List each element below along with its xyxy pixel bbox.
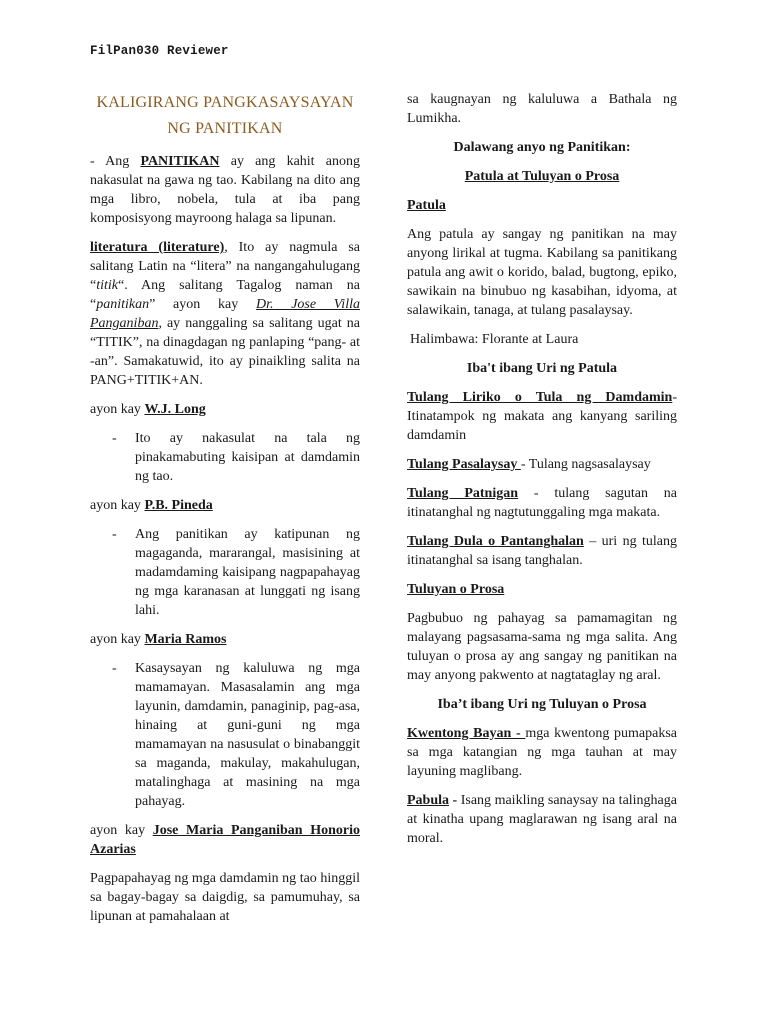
kwentong-term: Kwentong Bayan - <box>407 726 526 741</box>
azarias-name: Jose Maria Panganiban Honorio Azarias <box>90 823 360 857</box>
liriko-item <box>407 388 677 445</box>
title-line-2: NG PANITIKAN <box>167 120 283 137</box>
intro-text: ay ang kahit anong nakasulat na gawa ng tao. Kabilang na dito ang mga libro, nobela, tula at iba pang komposisyong mayroong halaga sa lipunan. <box>90 154 361 226</box>
pineda-name: P.B. Pineda <box>144 498 213 513</box>
pineda-def-text: Ang panitikan ay katipunan ng magaganda, mararangal, masisining at madamdaming kaisipang nagpapahayag ng mga karanasan at lunggati ng isang lahi. <box>135 527 360 618</box>
two-forms-heading: Dalawang anyo ng Panitikan: <box>453 140 631 155</box>
liriko-term: Tulang Liriko o Tula ng Damdamin <box>407 390 673 405</box>
long-name: W.J. Long <box>144 402 206 417</box>
azarias-definition: Pagpapahayag ng mga damdamin ng tao hinggil sa bagay-bagay sa daigdig, sa pamumuhay, sa lipunan at pamahalaan at <box>90 871 360 924</box>
uri-tuluyan-heading: Iba’t ibang Uri ng Tuluyan o Prosa <box>437 697 647 712</box>
two-forms-subheading: Patula at Tuluyan o Prosa <box>464 169 620 184</box>
pineda-label <box>90 496 360 515</box>
pabula-item <box>407 791 677 848</box>
pasalaysay-item <box>407 455 677 474</box>
tuluyan-definition: Pagbubuo ng pahayag sa pamamagitan ng malayang pagsasama-sama ng mga salita. Ang tuluyan o prosa ay ang sangay ng panitikan na may anyong pakwento at nagtataglay ng aral. <box>407 611 677 683</box>
patula-heading: Patula <box>407 198 446 213</box>
ramos-name: Maria Ramos <box>144 632 227 647</box>
pabula-def: Isang maikling sanaysay na talinghaga at kinatha upang maglarawan ng isang aral na moral. <box>407 793 677 846</box>
dula-term: Tulang Dula o Pantanghalan <box>407 534 584 549</box>
tuluyan-heading: Tuluyan o Prosa <box>407 582 505 597</box>
panganiban-name: Dr. Jose Villa Panganiban <box>90 297 360 331</box>
kwentong-bayan-item <box>407 724 677 781</box>
lit-text-b: “. Ang salitang Tagalog naman na “ <box>90 278 360 312</box>
lit-text-c: ” ayon kay <box>149 297 256 312</box>
continued-text: sa kaugnayan ng kaluluwa a Bathala ng Lumikha. <box>407 92 677 126</box>
bullet-dash: - <box>112 431 117 446</box>
panitikan-term: PANITIKAN <box>140 154 220 169</box>
long-label <box>90 400 360 419</box>
lit-text-a: , Ito ay nagmula sa salitang Latin na “litera” na nangangahulugang “ <box>90 240 360 293</box>
titik-word: titik <box>96 278 118 293</box>
bullet-dash: - <box>112 527 117 542</box>
ayon-kay-text: ayon kay <box>90 632 145 647</box>
bullet-dash: - <box>112 661 117 676</box>
liriko-def: - Itinatampok ng makata ang kanyang sariling damdamin <box>407 390 677 443</box>
ramos-label <box>90 630 360 649</box>
pasalaysay-def: - Tulang nagsasalaysay <box>520 457 651 472</box>
lit-text-d: , ay nanggaling sa salitang ugat na “TITIK”, na dinagdagan ng panlaping “pang- at -an”. Samakatuwid, ito ay pinaikling salita na PANG+TITIK+AN. <box>90 316 360 388</box>
literatura-paragraph <box>90 238 360 390</box>
page-header: FilPan030 Reviewer <box>90 44 229 58</box>
ayon-kay-text: ayon kay <box>90 402 145 417</box>
azarias-label <box>90 821 360 859</box>
right-column <box>407 90 677 858</box>
patnigan-item <box>407 484 677 522</box>
panitikan-word: panitikan <box>96 297 150 312</box>
uri-patula-heading: Iba't ibang Uri ng Patula <box>466 361 618 376</box>
document-title <box>90 90 360 142</box>
intro-dash: - Ang <box>90 154 141 169</box>
patula-definition: Ang patula ay sangay ng panitikan na may anyong lirikal at tugma. Kabilang sa panitikang patula ang awit o korido, balad, bugtong, epiko, sawikain na binubuo ng kasabihan, idyoma, at salawikain, tanaga, at tulang pasalaysay. <box>407 227 677 318</box>
ramos-def-text: Kasaysayan ng kaluluwa ng mga mamamayan. Masasalamin ang mga layunin, damdamin, panaginip, pag-asa, hinaing at guni-guni ng mga mamamayan na nasusulat o binabanggit sa maganda, makulay, makahulugan, matalinghaga at masining na mga pahayag. <box>135 661 360 809</box>
dula-def: – uri ng tulang itinatanghal sa isang tanghalan. <box>407 534 677 568</box>
intro-paragraph <box>90 152 360 228</box>
pasalaysay-term: Tulang Pasalaysay <box>407 457 521 472</box>
long-def-text: Ito ay nakasulat na tala ng pinakamabuting kaisipan at damdamin ng tao. <box>135 431 360 484</box>
kwentong-def: mga kwentong pumapaksa sa mga katangian ng mga tauhan at may layuning maglibang. <box>407 726 678 779</box>
literatura-term: literatura (literature) <box>90 240 225 255</box>
left-column <box>90 90 360 936</box>
patnigan-term: Tulang Patnigan <box>407 486 519 501</box>
ayon-kay-text: ayon kay <box>90 823 153 838</box>
pabula-dash: - <box>449 793 461 808</box>
long-definition <box>90 429 360 486</box>
halimbawa-text: Halimbawa: Florante at Laura <box>410 332 579 347</box>
dula-item <box>407 532 677 570</box>
pabula-term: Pabula <box>407 793 450 808</box>
title-line-1: KALIGIRANG PANGKASAYSAYAN <box>96 94 354 111</box>
patnigan-def: - tulang sagutan na itinatanghal ng nagtutunggaling mga makata. <box>407 486 677 520</box>
ramos-definition <box>90 659 360 811</box>
pineda-definition <box>90 525 360 620</box>
ayon-kay-text: ayon kay <box>90 498 145 513</box>
